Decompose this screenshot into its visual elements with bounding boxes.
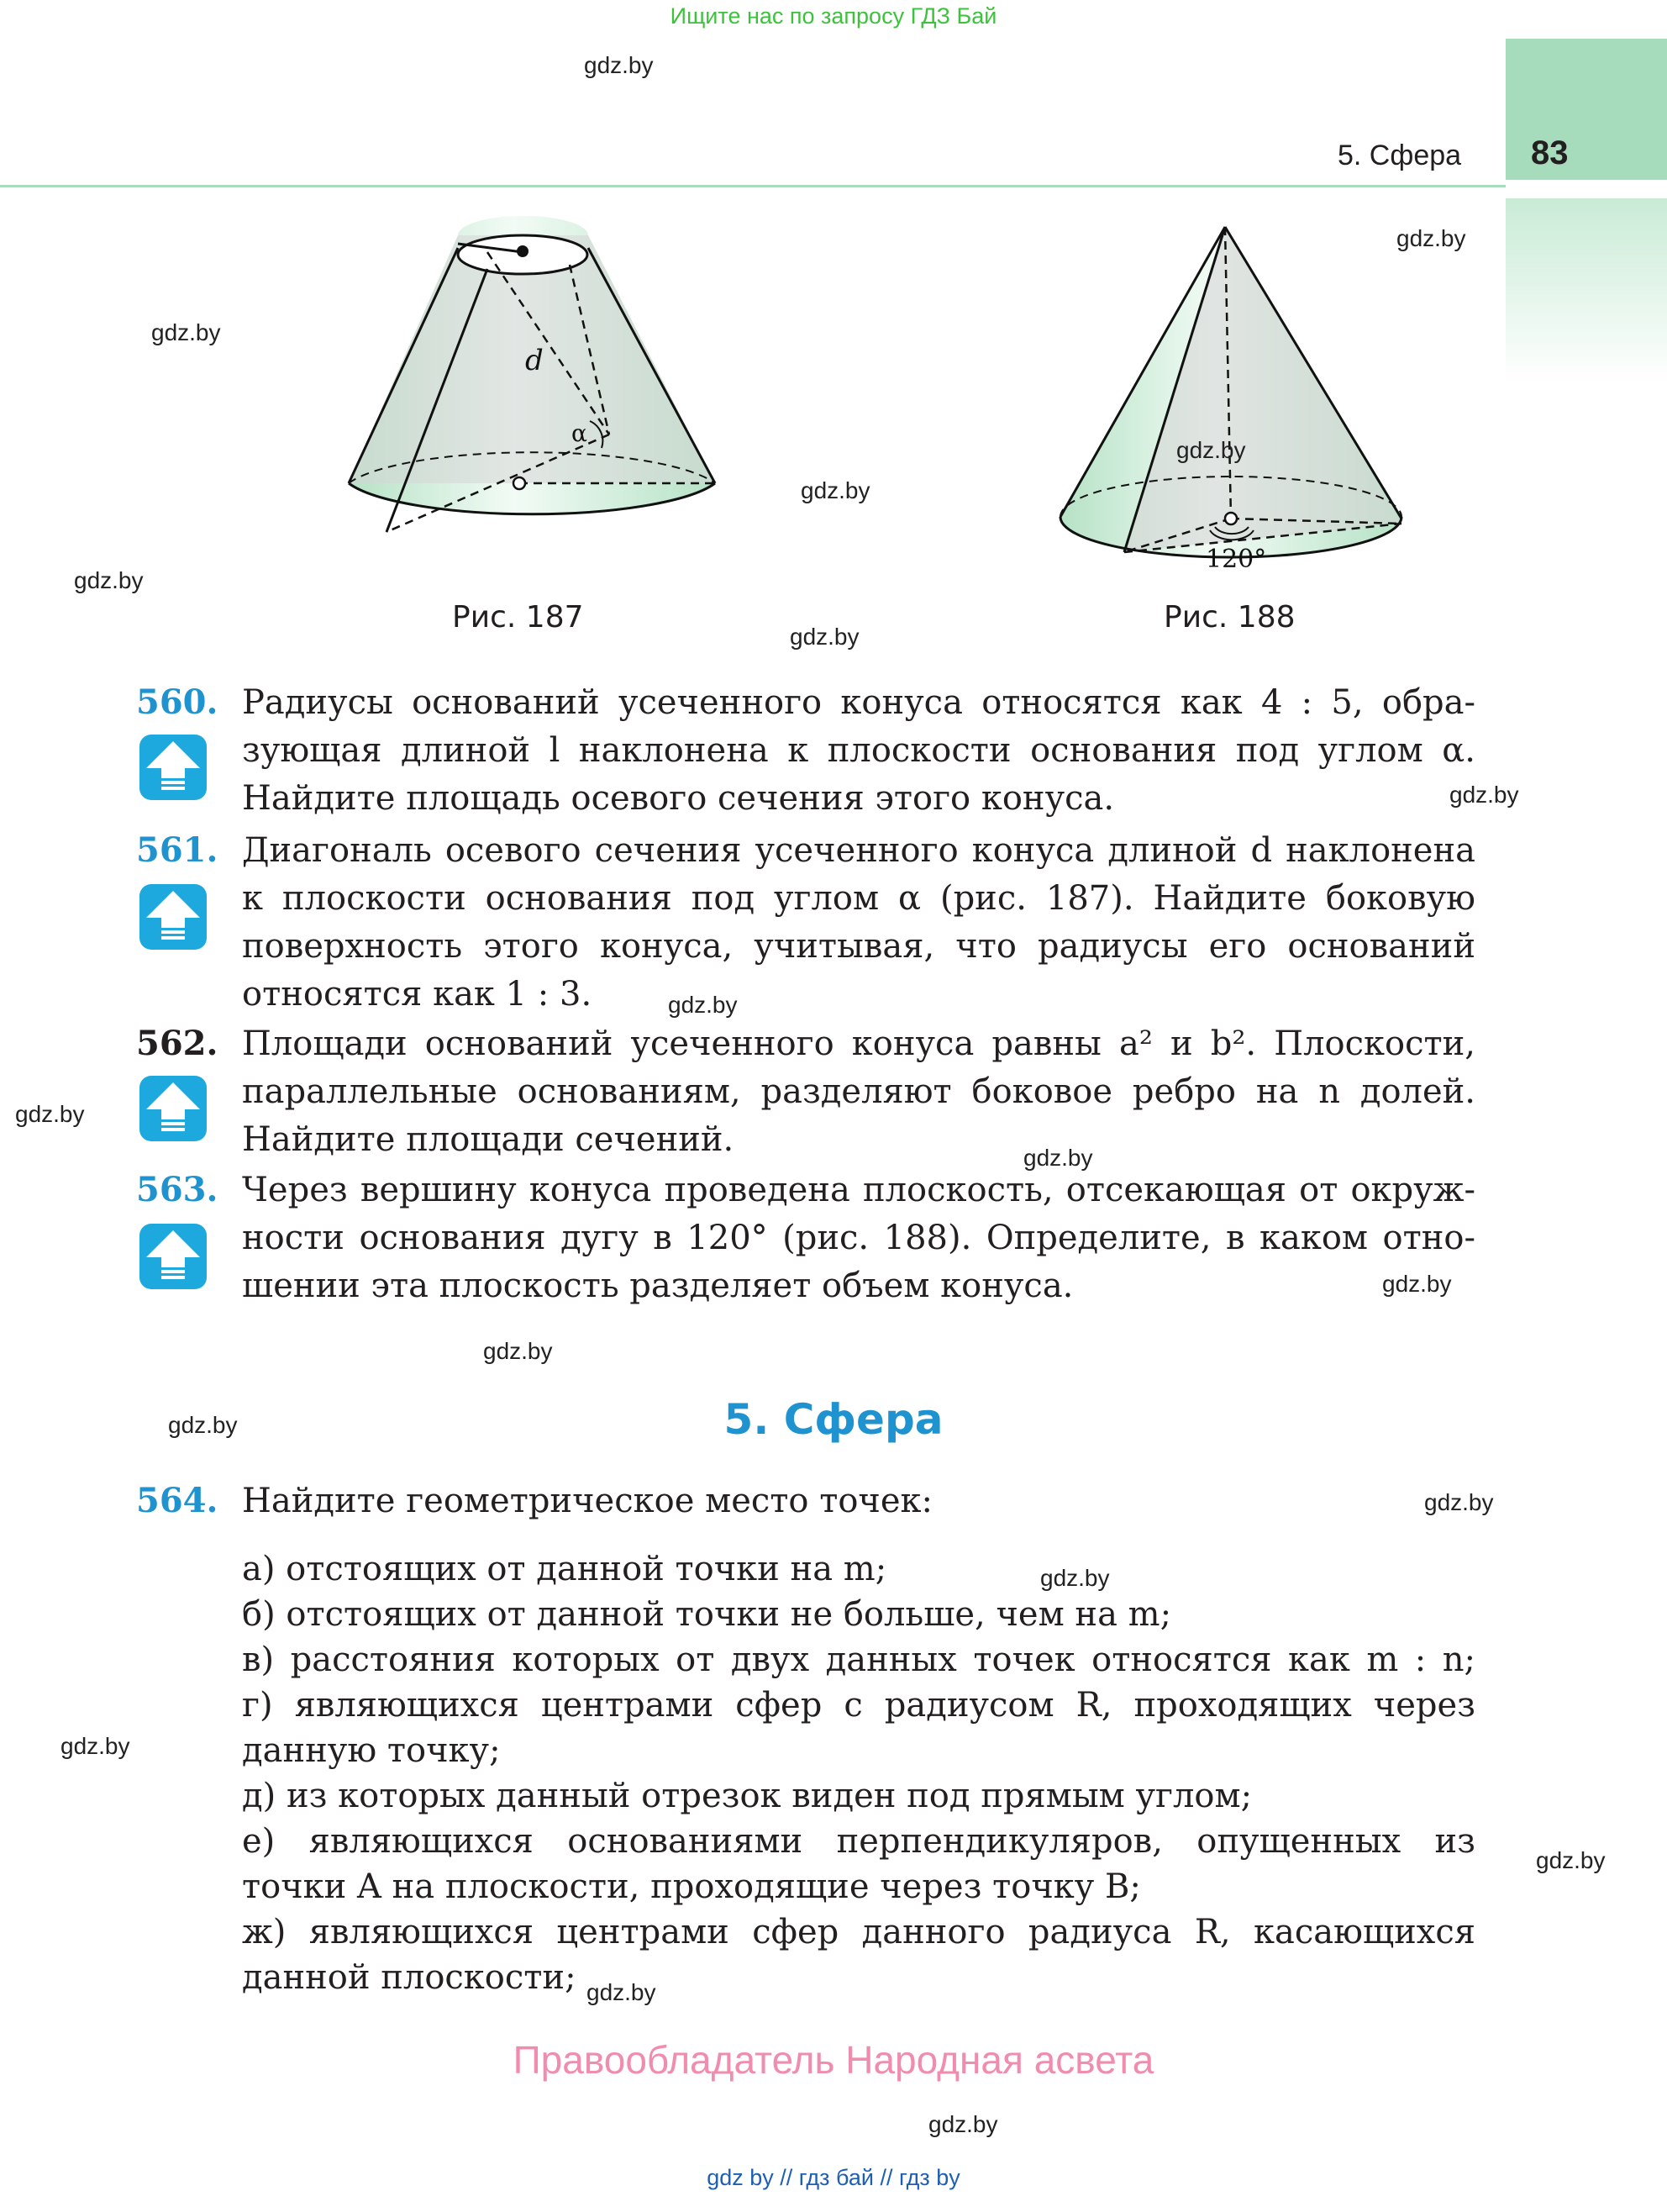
problem-563-line-2: ности основания дугу в 120° (рис. 188). Определите, в каком отно- <box>242 1219 1475 1257</box>
problem-563-line-3: шении эта плоскость разделяет объем конуса. <box>242 1267 1074 1305</box>
top-banner: Ищите нас по запросу ГДЗ Бай <box>670 3 997 29</box>
problem-564-intro: Найдите геометрическое место точек: <box>242 1482 933 1520</box>
watermark: gdz.by <box>586 1979 656 2005</box>
watermark: gdz.by <box>1424 1489 1494 1515</box>
header-rule <box>0 185 1506 187</box>
page-corner-fade <box>1506 198 1667 383</box>
problem-560-line-2: зующая длиной l наклонена к плоскости основания под углом α. <box>242 731 1475 770</box>
watermark: gdz.by <box>584 52 654 78</box>
problem-562-text <box>242 1020 1475 1164</box>
upload-arrow-icon[interactable] <box>139 1224 207 1289</box>
problem-561-text <box>242 827 1475 1019</box>
problem-564-item-g: г) являющихся центрами сфер с радиусом R, проходящих через <box>242 1686 1475 1725</box>
figure-188 <box>1050 214 1412 584</box>
problem-564-item-b: б) отстоящих от данной точки не больше, чем на m; <box>242 1595 1172 1634</box>
problem-561-line-4: относятся как 1 : 3. <box>242 975 592 1014</box>
watermark: gdz.by <box>483 1338 553 1364</box>
problem-564-item-v: в) расстояния которых от двух данных точек относятся как m : n; <box>242 1641 1475 1679</box>
problem-564-item-a: а) отстоящих от данной точки на m; <box>242 1550 887 1588</box>
watermark: gdz.by <box>151 319 221 345</box>
problem-560-line-3: Найдите площадь осевого сечения этого конуса. <box>242 779 1115 818</box>
problem-564-item-e: е) являющихся основаниями перпендикуляров, опущенных из <box>242 1822 1475 1861</box>
problem-number-564: 564. <box>136 1481 218 1520</box>
page-number: 83 <box>1531 134 1569 171</box>
watermark: gdz.by <box>928 2111 998 2137</box>
problem-562-line-1: Площади оснований усеченного конуса равны a² и b². Плоскости, <box>242 1024 1475 1063</box>
figure-187 <box>319 214 723 576</box>
watermark: gdz.by <box>1023 1145 1093 1171</box>
figure-187-caption: Рис. 187 <box>452 600 584 635</box>
problem-564-item-g-cont: данную точку; <box>242 1731 501 1770</box>
watermark: gdz.by <box>60 1733 130 1759</box>
watermark: gdz.by <box>801 477 870 503</box>
problem-564-item-e-cont: точки A на плоскости, проходящие через точку B; <box>242 1867 1141 1906</box>
problem-560-line-1: Радиусы оснований усеченного конуса относятся как 4 : 5, обра- <box>242 683 1475 722</box>
label-d: d <box>525 344 544 377</box>
problem-564-items <box>242 1546 1475 2000</box>
problem-number-560: 560. <box>136 682 218 722</box>
watermark: gdz.by <box>790 624 860 650</box>
watermark: gdz.by <box>168 1412 238 1438</box>
watermark: gdz.by <box>1382 1271 1452 1297</box>
footer-links[interactable]: gdz by // гдз бай // гдз by <box>707 2165 960 2190</box>
problem-561-line-3: поверхность этого конуса, учитывая, что радиусы его оснований <box>242 927 1475 966</box>
watermark: gdz.by <box>15 1101 85 1127</box>
running-head: 5. Сфера <box>1338 140 1462 171</box>
problem-number-561: 561. <box>136 830 218 870</box>
upload-arrow-icon[interactable] <box>139 735 207 800</box>
watermark: gdz.by <box>668 992 738 1018</box>
watermark: gdz.by <box>1176 437 1246 463</box>
upload-arrow-icon[interactable] <box>139 1076 207 1141</box>
problem-561-line-1: Диагональ осевого сечения усеченного конуса длиной d наклонена <box>242 831 1475 870</box>
section-title: 5. Сфера <box>723 1395 944 1444</box>
problem-number-562: 562. <box>136 1024 218 1063</box>
page-corner-tab <box>1506 39 1667 180</box>
label-120: 120° <box>1206 545 1267 574</box>
problem-560-text <box>242 679 1475 823</box>
problem-561-line-2: к плоскости основания под углом α (рис. 187). Найдите боковую <box>242 879 1475 918</box>
watermark: gdz.by <box>1396 225 1466 251</box>
problem-563-text <box>242 1167 1475 1310</box>
figure-188-caption: Рис. 188 <box>1164 600 1296 635</box>
problem-562-line-3: Найдите площади сечений. <box>242 1120 734 1159</box>
problem-563-line-1: Через вершину конуса проведена плоскость, отсекающая от окруж- <box>242 1171 1475 1209</box>
label-alpha: α <box>571 419 587 447</box>
copyright-owner: Правообладатель Народная асвета <box>513 2038 1154 2082</box>
watermark: gdz.by <box>74 567 144 593</box>
problem-562-line-2: параллельные основаниям, разделяют боковое ребро на n долей. <box>242 1072 1475 1111</box>
watermark: gdz.by <box>1536 1847 1606 1873</box>
upload-arrow-icon[interactable] <box>139 884 207 950</box>
problem-number-563: 563. <box>136 1170 218 1209</box>
watermark: gdz.by <box>1040 1565 1110 1591</box>
watermark: gdz.by <box>1449 782 1519 808</box>
problem-564-item-zh: ж) являющихся центрами сфер данного радиуса R, касающихся <box>242 1913 1475 1951</box>
problem-564-item-zh-cont: данной плоскости; <box>242 1958 576 1997</box>
problem-564-item-d: д) из которых данный отрезок виден под прямым углом; <box>242 1777 1253 1815</box>
